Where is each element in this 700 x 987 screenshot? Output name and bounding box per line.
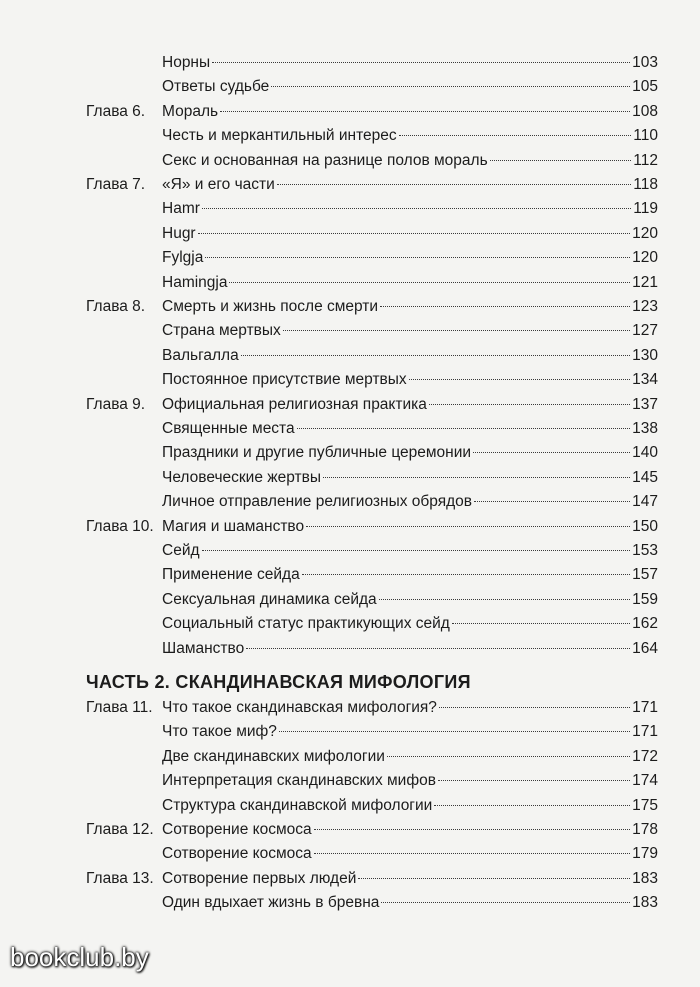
toc-row [0, 818, 700, 842]
dot-leader [306, 526, 630, 527]
entry-title: Что такое скандинавская мифология? [162, 699, 437, 716]
page-number: 150 [632, 518, 658, 535]
dot-leader [202, 550, 631, 551]
chapter-number: Глава 10. [86, 518, 154, 535]
toc-row [0, 515, 700, 539]
entry-title: Hugr [162, 225, 196, 242]
dot-leader [198, 233, 631, 234]
dot-leader [434, 805, 630, 806]
dot-leader [429, 404, 630, 405]
page-number: 147 [632, 493, 658, 510]
entry-title: Честь и меркантильный интерес [162, 127, 397, 144]
page-number: 140 [632, 444, 658, 461]
page-number: 159 [632, 591, 658, 608]
page-number: 183 [632, 894, 658, 911]
toc-row [0, 271, 700, 295]
chapter-number: Глава 13. [86, 870, 154, 887]
entry-title: Человеческие жертвы [162, 469, 321, 486]
dot-leader [212, 62, 630, 63]
page-number: 171 [632, 723, 658, 740]
page-number: 105 [632, 78, 658, 95]
toc-entry [162, 295, 658, 319]
toc-entry [162, 539, 658, 563]
dot-leader [452, 623, 630, 624]
toc-entry [162, 466, 658, 490]
entry-title: Сотворение космоса [162, 821, 312, 838]
dot-leader [202, 208, 631, 209]
chapter-number: Глава 11. [86, 699, 153, 716]
dot-leader [302, 574, 630, 575]
page-number: 174 [632, 772, 658, 789]
entry-title: Мораль [162, 103, 219, 120]
page-number: 172 [632, 748, 658, 765]
entry-title: Сотворение первых людей [162, 870, 357, 887]
page-number: 108 [632, 103, 658, 120]
dot-leader [297, 428, 631, 429]
entry-title: Fylgja [162, 249, 204, 266]
toc-row [0, 794, 700, 818]
page-number: 130 [632, 347, 658, 364]
entry-title: Смерть и жизнь после смерти [162, 298, 379, 315]
toc-entry [162, 51, 658, 75]
entry-title: Сейд [162, 542, 200, 559]
entry-title: Постоянное присутствие мертвых [162, 371, 407, 388]
chapter-number: Глава 9. [86, 396, 146, 413]
toc-entry [162, 393, 658, 417]
toc-row [0, 368, 700, 392]
toc-entry [162, 818, 658, 842]
page-number: 183 [632, 870, 658, 887]
page-number: 118 [633, 176, 658, 193]
dot-leader [220, 111, 630, 112]
toc-row [0, 344, 700, 368]
part-heading: ЧАСТЬ 2. СКАНДИНАВСКАЯ МИФОЛОГИЯ [86, 672, 471, 692]
chapter-number: Глава 8. [86, 298, 146, 315]
toc-row [0, 637, 700, 661]
toc-entry [162, 867, 658, 891]
page-number: 119 [633, 200, 658, 217]
entry-title: Сексуальная динамика сейда [162, 591, 377, 608]
toc-row [0, 891, 700, 915]
toc-row [0, 51, 700, 75]
dot-leader [438, 780, 630, 781]
entry-title: Сотворение космоса [162, 845, 312, 862]
dot-leader [246, 648, 630, 649]
page-number: 178 [632, 821, 658, 838]
page-number: 162 [632, 615, 658, 632]
page-number: 153 [632, 542, 658, 559]
page-number: 127 [632, 322, 658, 339]
entry-title: Вальгалла [162, 347, 239, 364]
dot-leader [473, 452, 630, 453]
toc-row [0, 490, 700, 514]
entry-title: Hamr [162, 200, 200, 217]
entry-title: Священные места [162, 420, 295, 437]
entry-title: Праздники и другие публичные церемонии [162, 444, 472, 461]
entry-title: Норны [162, 54, 211, 71]
watermark-text: bookclub.by [10, 942, 149, 972]
toc-entry [162, 271, 658, 295]
toc-entry [162, 745, 658, 769]
toc-entry [162, 588, 658, 612]
toc-entry [162, 149, 658, 173]
toc-row [0, 173, 700, 197]
toc-entry [162, 344, 658, 368]
chapter-number: Глава 6. [86, 103, 146, 120]
toc-row [0, 441, 700, 465]
entry-title: Личное отправление религиозных обрядов [162, 493, 472, 510]
page-number: 112 [633, 152, 658, 169]
toc-entry [162, 720, 658, 744]
toc-entry [162, 222, 658, 246]
page-number: 179 [632, 845, 658, 862]
toc-entry [162, 637, 658, 661]
entry-title: Магия и шаманство [162, 518, 305, 535]
entry-title: Применение сейда [162, 566, 300, 583]
entry-title: Что такое миф? [162, 723, 277, 740]
dot-leader [358, 878, 630, 879]
toc-row [0, 75, 700, 99]
toc-entry [162, 75, 658, 99]
entry-title: «Я» и его части [162, 176, 275, 193]
toc-entry [162, 100, 658, 124]
toc-row [0, 720, 700, 744]
chapter-number: Глава 12. [86, 821, 154, 838]
dot-leader [379, 599, 630, 600]
toc-row [0, 769, 700, 793]
toc-entry [162, 490, 658, 514]
toc-entry [162, 197, 658, 221]
toc-entry [162, 891, 658, 915]
toc-entry [162, 612, 658, 636]
toc-row [0, 149, 700, 173]
toc-row [0, 588, 700, 612]
toc-row [0, 539, 700, 563]
page-number: 145 [632, 469, 658, 486]
toc-row [0, 417, 700, 441]
page-number: 121 [632, 274, 658, 291]
toc-row [0, 246, 700, 270]
dot-leader [381, 902, 630, 903]
page-number: 110 [633, 127, 658, 144]
toc-entry [162, 246, 658, 270]
toc-entry [162, 417, 658, 441]
entry-title: Секс и основанная на разнице полов мораль [162, 152, 488, 169]
toc-row [0, 222, 700, 246]
dot-leader [314, 853, 631, 854]
page-number: 137 [632, 396, 658, 413]
entry-title: Hamingja [162, 274, 228, 291]
entry-title: Ответы судьбе [162, 78, 270, 95]
toc-entry [162, 842, 658, 866]
dot-leader [279, 731, 630, 732]
toc-row [0, 197, 700, 221]
page-number: 157 [632, 566, 658, 583]
toc-row [0, 867, 700, 891]
chapter-number: Глава 7. [86, 176, 146, 193]
page-number: 134 [632, 371, 658, 388]
toc-row [0, 319, 700, 343]
dot-leader [409, 379, 630, 380]
toc-entry [162, 124, 658, 148]
toc-row [0, 295, 700, 319]
dot-leader [229, 282, 630, 283]
page-number: 103 [632, 54, 658, 71]
toc-entry [162, 794, 658, 818]
dot-leader [474, 501, 630, 502]
dot-leader [439, 707, 630, 708]
dot-leader [490, 160, 632, 161]
entry-title: Шаманство [162, 640, 245, 657]
entry-title: Две скандинавских мифологии [162, 748, 385, 765]
dot-leader [399, 135, 632, 136]
entry-title: Социальный статус практикующих сейд [162, 615, 450, 632]
toc-row [0, 696, 700, 720]
toc-entry [162, 368, 658, 392]
toc-entry [162, 515, 658, 539]
page-number: 120 [632, 225, 658, 242]
entry-title: Интерпретация скандинавских мифов [162, 772, 436, 789]
entry-title: Структура скандинавской мифологии [162, 797, 433, 814]
toc-row [0, 745, 700, 769]
entry-title: Один вдыхает жизнь в бревна [162, 894, 380, 911]
toc-row [0, 100, 700, 124]
dot-leader [323, 477, 630, 478]
dot-leader [205, 257, 630, 258]
entry-title: Страна мертвых [162, 322, 281, 339]
toc-entry [162, 696, 658, 720]
toc-row [0, 842, 700, 866]
page-number: 164 [632, 640, 658, 657]
toc-row [0, 124, 700, 148]
toc-row [0, 612, 700, 636]
dot-leader [314, 829, 631, 830]
toc-row [0, 466, 700, 490]
toc-row [0, 393, 700, 417]
dot-leader [387, 756, 630, 757]
dot-leader [283, 330, 630, 331]
toc-entry [162, 441, 658, 465]
dot-leader [277, 184, 632, 185]
dot-leader [380, 306, 630, 307]
toc-entry [162, 173, 658, 197]
page-number: 120 [632, 249, 658, 266]
page-number: 123 [632, 298, 658, 315]
dot-leader [271, 86, 630, 87]
page-number: 175 [632, 797, 658, 814]
toc-entry [162, 319, 658, 343]
toc-row [0, 563, 700, 587]
entry-title: Официальная религиозная практика [162, 396, 427, 413]
toc-entry [162, 769, 658, 793]
toc-entry [162, 563, 658, 587]
page-number: 171 [632, 699, 658, 716]
dot-leader [241, 355, 630, 356]
page-number: 138 [632, 420, 658, 437]
